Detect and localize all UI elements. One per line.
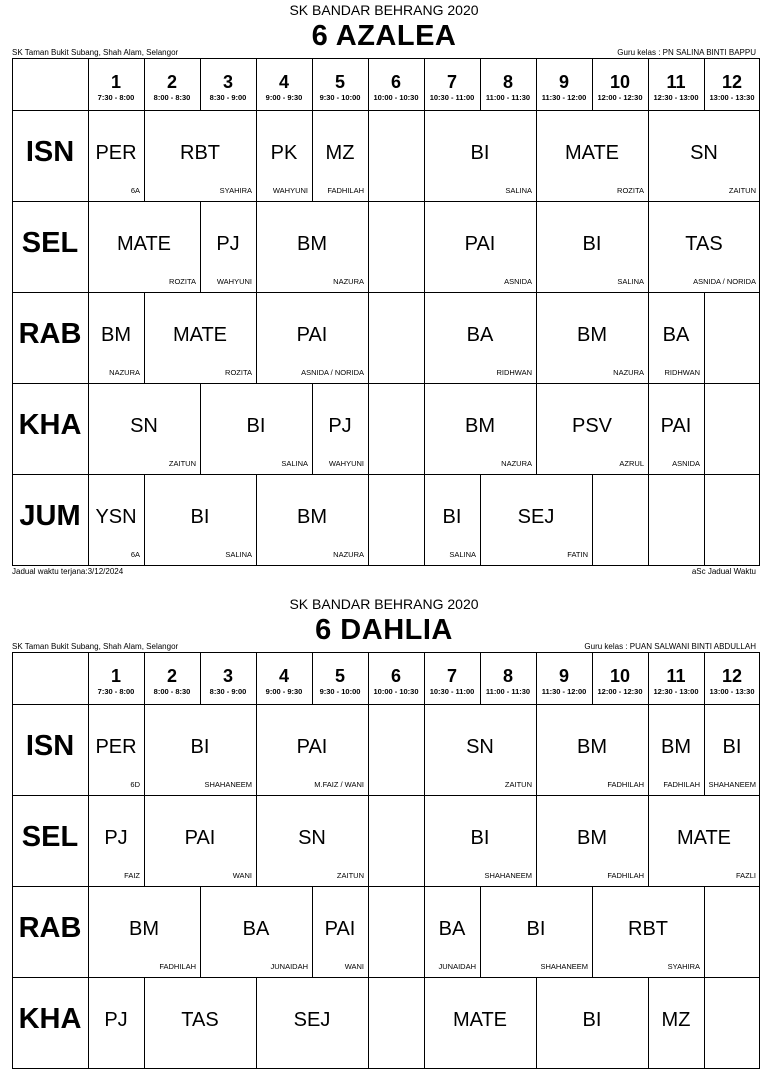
lesson-teacher: ZAITUN	[728, 186, 756, 195]
period-number: 12	[721, 666, 743, 686]
lesson-teacher: JUNAIDAH	[270, 962, 308, 971]
lesson-teacher: WAHYUNI	[272, 186, 308, 195]
lesson-teacher: RIDHWAN	[496, 368, 532, 377]
lesson-subject: PAI	[296, 324, 328, 346]
lesson-subject: YSN	[95, 506, 137, 528]
period-time: 9:00 - 9:30	[265, 93, 303, 102]
lesson-subject: MZ	[325, 142, 355, 164]
day-label: ISN	[25, 730, 75, 762]
period-number: 10	[609, 666, 631, 686]
period-number: 11	[666, 72, 686, 92]
lesson-subject: BM	[577, 736, 607, 758]
lesson-teacher: SALINA	[449, 550, 476, 559]
period-time: 7:30 - 8:00	[97, 93, 135, 102]
lesson-subject: SEJ	[293, 1009, 331, 1031]
lesson-subject: BI	[526, 918, 546, 940]
period-time: 9:00 - 9:30	[265, 687, 303, 696]
lesson-teacher: SALINA	[617, 277, 644, 286]
lesson-subject: MATE	[116, 233, 172, 255]
lesson-teacher: SYAHIRA	[219, 186, 252, 195]
lesson-subject: MATE	[564, 142, 620, 164]
period-number: 3	[222, 72, 233, 92]
lesson-subject: TAS	[181, 1009, 219, 1031]
lesson-cell[interactable]	[704, 977, 760, 1068]
class-teacher: Guru kelas : PN SALINA BINTI BAPPU	[617, 48, 756, 57]
lesson-teacher: ROZITA	[169, 277, 196, 286]
period-time: 12:30 - 13:00	[653, 687, 699, 696]
day-label: RAB	[18, 318, 82, 350]
period-time: 8:30 - 9:00	[209, 93, 247, 102]
lesson-teacher: ROZITA	[225, 368, 252, 377]
lesson-subject: BI	[246, 415, 266, 437]
lesson-subject: SEJ	[517, 506, 555, 528]
period-number: 9	[558, 72, 569, 92]
lesson-subject: TAS	[685, 233, 723, 255]
lesson-subject: PAI	[296, 736, 328, 758]
lesson-teacher: FADHILAH	[607, 780, 644, 789]
lesson-subject: BI	[722, 736, 742, 758]
lesson-teacher: FAZLI	[735, 871, 756, 880]
lesson-subject: PJ	[216, 233, 240, 255]
lesson-subject: PER	[95, 142, 137, 164]
lesson-teacher: JUNAIDAH	[438, 962, 476, 971]
timetable-sheet	[0, 594, 768, 1035]
period-time: 11:30 - 12:00	[541, 93, 587, 102]
lesson-teacher: 6A	[130, 186, 140, 195]
class-name: 6 AZALEA	[311, 20, 457, 52]
period-time: 8:00 - 8:30	[153, 687, 191, 696]
period-number: 8	[502, 72, 513, 92]
day-label: ISN	[25, 136, 75, 168]
day-label: SEL	[21, 227, 79, 259]
lesson-subject: PAI	[660, 415, 692, 437]
lesson-teacher: SHAHANEEM	[708, 780, 756, 789]
period-time: 11:00 - 11:30	[485, 93, 531, 102]
lesson-subject: PAI	[324, 918, 356, 940]
period-time: 9:30 - 10:00	[319, 687, 361, 696]
lesson-teacher: NAZURA	[109, 368, 140, 377]
period-time: 7:30 - 8:00	[97, 687, 135, 696]
school-address: SK Taman Bukit Subang, Shah Alam, Selangor	[12, 642, 179, 651]
lesson-teacher: WANI	[344, 962, 364, 971]
period-number: 2	[166, 72, 177, 92]
period-time: 10:30 - 11:00	[429, 93, 475, 102]
grid-line	[12, 58, 13, 565]
lesson-cell[interactable]	[368, 704, 424, 795]
lesson-subject: BM	[129, 918, 159, 940]
period-time: 9:30 - 10:00	[319, 93, 361, 102]
lesson-teacher: SALINA	[225, 550, 252, 559]
lesson-teacher: FADHILAH	[663, 780, 700, 789]
period-number: 6	[390, 666, 401, 686]
period-number: 9	[558, 666, 569, 686]
lesson-subject: BI	[582, 1009, 602, 1031]
period-time: 13:00 - 13:30	[709, 93, 755, 102]
lesson-subject: RBT	[180, 142, 220, 164]
day-label: KHA	[18, 1003, 82, 1035]
lesson-subject: SN	[690, 142, 718, 164]
day-label: JUM	[19, 500, 81, 532]
lesson-teacher: ASNIDA / NORIDA	[693, 277, 756, 286]
lesson-subject: MATE	[172, 324, 228, 346]
grid-line	[12, 565, 760, 566]
lesson-subject: BA	[466, 324, 494, 346]
period-time: 11:30 - 12:00	[541, 687, 587, 696]
lesson-teacher: M.FAIZ / WANI	[314, 780, 364, 789]
lesson-subject: BA	[662, 324, 690, 346]
lesson-cell[interactable]	[368, 383, 424, 474]
day-label: SEL	[21, 821, 79, 853]
lesson-teacher: FAIZ	[124, 871, 140, 880]
lesson-teacher: 6D	[130, 780, 140, 789]
lesson-teacher: AZRUL	[619, 459, 644, 468]
lesson-subject: PJ	[104, 1009, 128, 1031]
lesson-cell[interactable]	[368, 795, 424, 886]
lesson-subject: BM	[101, 324, 131, 346]
lesson-cell[interactable]	[648, 474, 704, 565]
lesson-cell[interactable]	[704, 474, 760, 565]
footer-generated: Jadual waktu terjana:3/12/2024	[12, 567, 124, 576]
lesson-teacher: ZAITUN	[504, 780, 532, 789]
lesson-subject: RBT	[628, 918, 668, 940]
lesson-subject: BA	[242, 918, 270, 940]
lesson-subject: MATE	[676, 827, 732, 849]
lesson-teacher: ASNIDA	[672, 459, 700, 468]
period-time: 12:00 - 12:30	[597, 687, 643, 696]
lesson-subject: BM	[577, 827, 607, 849]
lesson-cell[interactable]	[704, 292, 760, 383]
period-number: 8	[502, 666, 513, 686]
lesson-subject: SN	[130, 415, 158, 437]
lesson-cell[interactable]	[368, 201, 424, 292]
class-name: 6 DAHLIA	[315, 614, 453, 646]
school-title: SK BANDAR BEHRANG 2020	[289, 596, 479, 612]
timetable-grid	[12, 58, 760, 565]
period-number: 2	[166, 666, 177, 686]
lesson-subject: PER	[95, 736, 137, 758]
period-number: 7	[446, 666, 457, 686]
period-number: 12	[721, 72, 743, 92]
lesson-subject: BI	[442, 506, 462, 528]
period-time: 10:00 - 10:30	[373, 687, 419, 696]
lesson-subject: PSV	[571, 415, 613, 437]
lesson-teacher: SYAHIRA	[667, 962, 700, 971]
lesson-subject: BA	[438, 918, 466, 940]
lesson-subject: BI	[582, 233, 602, 255]
lesson-teacher: SALINA	[505, 186, 532, 195]
period-number: 3	[222, 666, 233, 686]
period-number: 6	[390, 72, 401, 92]
lesson-teacher: NAZURA	[501, 459, 532, 468]
lesson-cell[interactable]	[368, 110, 424, 201]
lesson-cell[interactable]	[592, 474, 648, 565]
lesson-subject: BM	[297, 506, 327, 528]
lesson-teacher: WANI	[232, 871, 252, 880]
lesson-cell[interactable]	[704, 383, 760, 474]
lesson-subject: BI	[470, 827, 490, 849]
lesson-teacher: ROZITA	[617, 186, 644, 195]
period-number: 5	[334, 666, 345, 686]
day-label: RAB	[18, 912, 82, 944]
lesson-teacher: ASNIDA / NORIDA	[301, 368, 364, 377]
lesson-teacher: SHAHANEEM	[204, 780, 252, 789]
lesson-subject: BM	[297, 233, 327, 255]
lesson-teacher: ZAITUN	[336, 871, 364, 880]
lesson-teacher: SALINA	[281, 459, 308, 468]
lesson-teacher: FATIN	[567, 550, 588, 559]
lesson-teacher: WAHYUNI	[216, 277, 252, 286]
period-time: 10:30 - 11:00	[429, 687, 475, 696]
period-time: 8:00 - 8:30	[153, 93, 191, 102]
lesson-teacher: RIDHWAN	[664, 368, 700, 377]
lesson-subject: BI	[190, 506, 210, 528]
period-number: 5	[334, 72, 345, 92]
day-label: KHA	[18, 409, 82, 441]
lesson-subject: PAI	[184, 827, 216, 849]
period-time: 10:00 - 10:30	[373, 93, 419, 102]
period-time: 12:30 - 13:00	[653, 93, 699, 102]
school-title: SK BANDAR BEHRANG 2020	[289, 2, 479, 18]
timetable-grid	[12, 652, 760, 1068]
lesson-subject: BI	[470, 142, 490, 164]
lesson-cell[interactable]	[368, 886, 424, 977]
period-number: 11	[666, 666, 686, 686]
lesson-subject: PJ	[104, 827, 128, 849]
lesson-teacher: FADHILAH	[159, 962, 196, 971]
period-time: 12:00 - 12:30	[597, 93, 643, 102]
period-number: 1	[110, 72, 121, 92]
lesson-cell[interactable]	[368, 977, 424, 1068]
lesson-teacher: 6A	[130, 550, 140, 559]
lesson-subject: BI	[190, 736, 210, 758]
lesson-teacher: SHAHANEEM	[484, 871, 532, 880]
period-number: 4	[278, 72, 289, 92]
class-teacher: Guru kelas : PUAN SALWANI BINTI ABDULLAH	[584, 642, 756, 651]
lesson-teacher: ZAITUN	[168, 459, 196, 468]
lesson-subject: PJ	[328, 415, 352, 437]
lesson-teacher: WAHYUNI	[328, 459, 364, 468]
period-number: 10	[609, 72, 631, 92]
lesson-subject: BM	[577, 324, 607, 346]
lesson-teacher: FADHILAH	[607, 871, 644, 880]
lesson-teacher: SHAHANEEM	[540, 962, 588, 971]
lesson-teacher: NAZURA	[613, 368, 644, 377]
lesson-subject: PAI	[464, 233, 496, 255]
period-number: 1	[110, 666, 121, 686]
lesson-cell[interactable]	[368, 474, 424, 565]
lesson-cell[interactable]	[368, 292, 424, 383]
lesson-subject: MATE	[452, 1009, 508, 1031]
school-address: SK Taman Bukit Subang, Shah Alam, Selangor	[12, 48, 179, 57]
period-time: 8:30 - 9:00	[209, 687, 247, 696]
period-number: 4	[278, 666, 289, 686]
period-time: 13:00 - 13:30	[709, 687, 755, 696]
lesson-teacher: NAZURA	[333, 550, 364, 559]
lesson-subject: BM	[465, 415, 495, 437]
lesson-subject: SN	[466, 736, 494, 758]
lesson-teacher: FADHILAH	[327, 186, 364, 195]
lesson-subject: BM	[661, 736, 691, 758]
lesson-teacher: NAZURA	[333, 277, 364, 286]
lesson-subject: SN	[298, 827, 326, 849]
lesson-teacher: ASNIDA	[504, 277, 532, 286]
lesson-subject: MZ	[661, 1009, 691, 1031]
lesson-cell[interactable]	[704, 886, 760, 977]
period-time: 11:00 - 11:30	[485, 687, 531, 696]
period-number: 7	[446, 72, 457, 92]
footer-software: aSc Jadual Waktu	[691, 567, 756, 576]
lesson-subject: PK	[270, 142, 298, 164]
